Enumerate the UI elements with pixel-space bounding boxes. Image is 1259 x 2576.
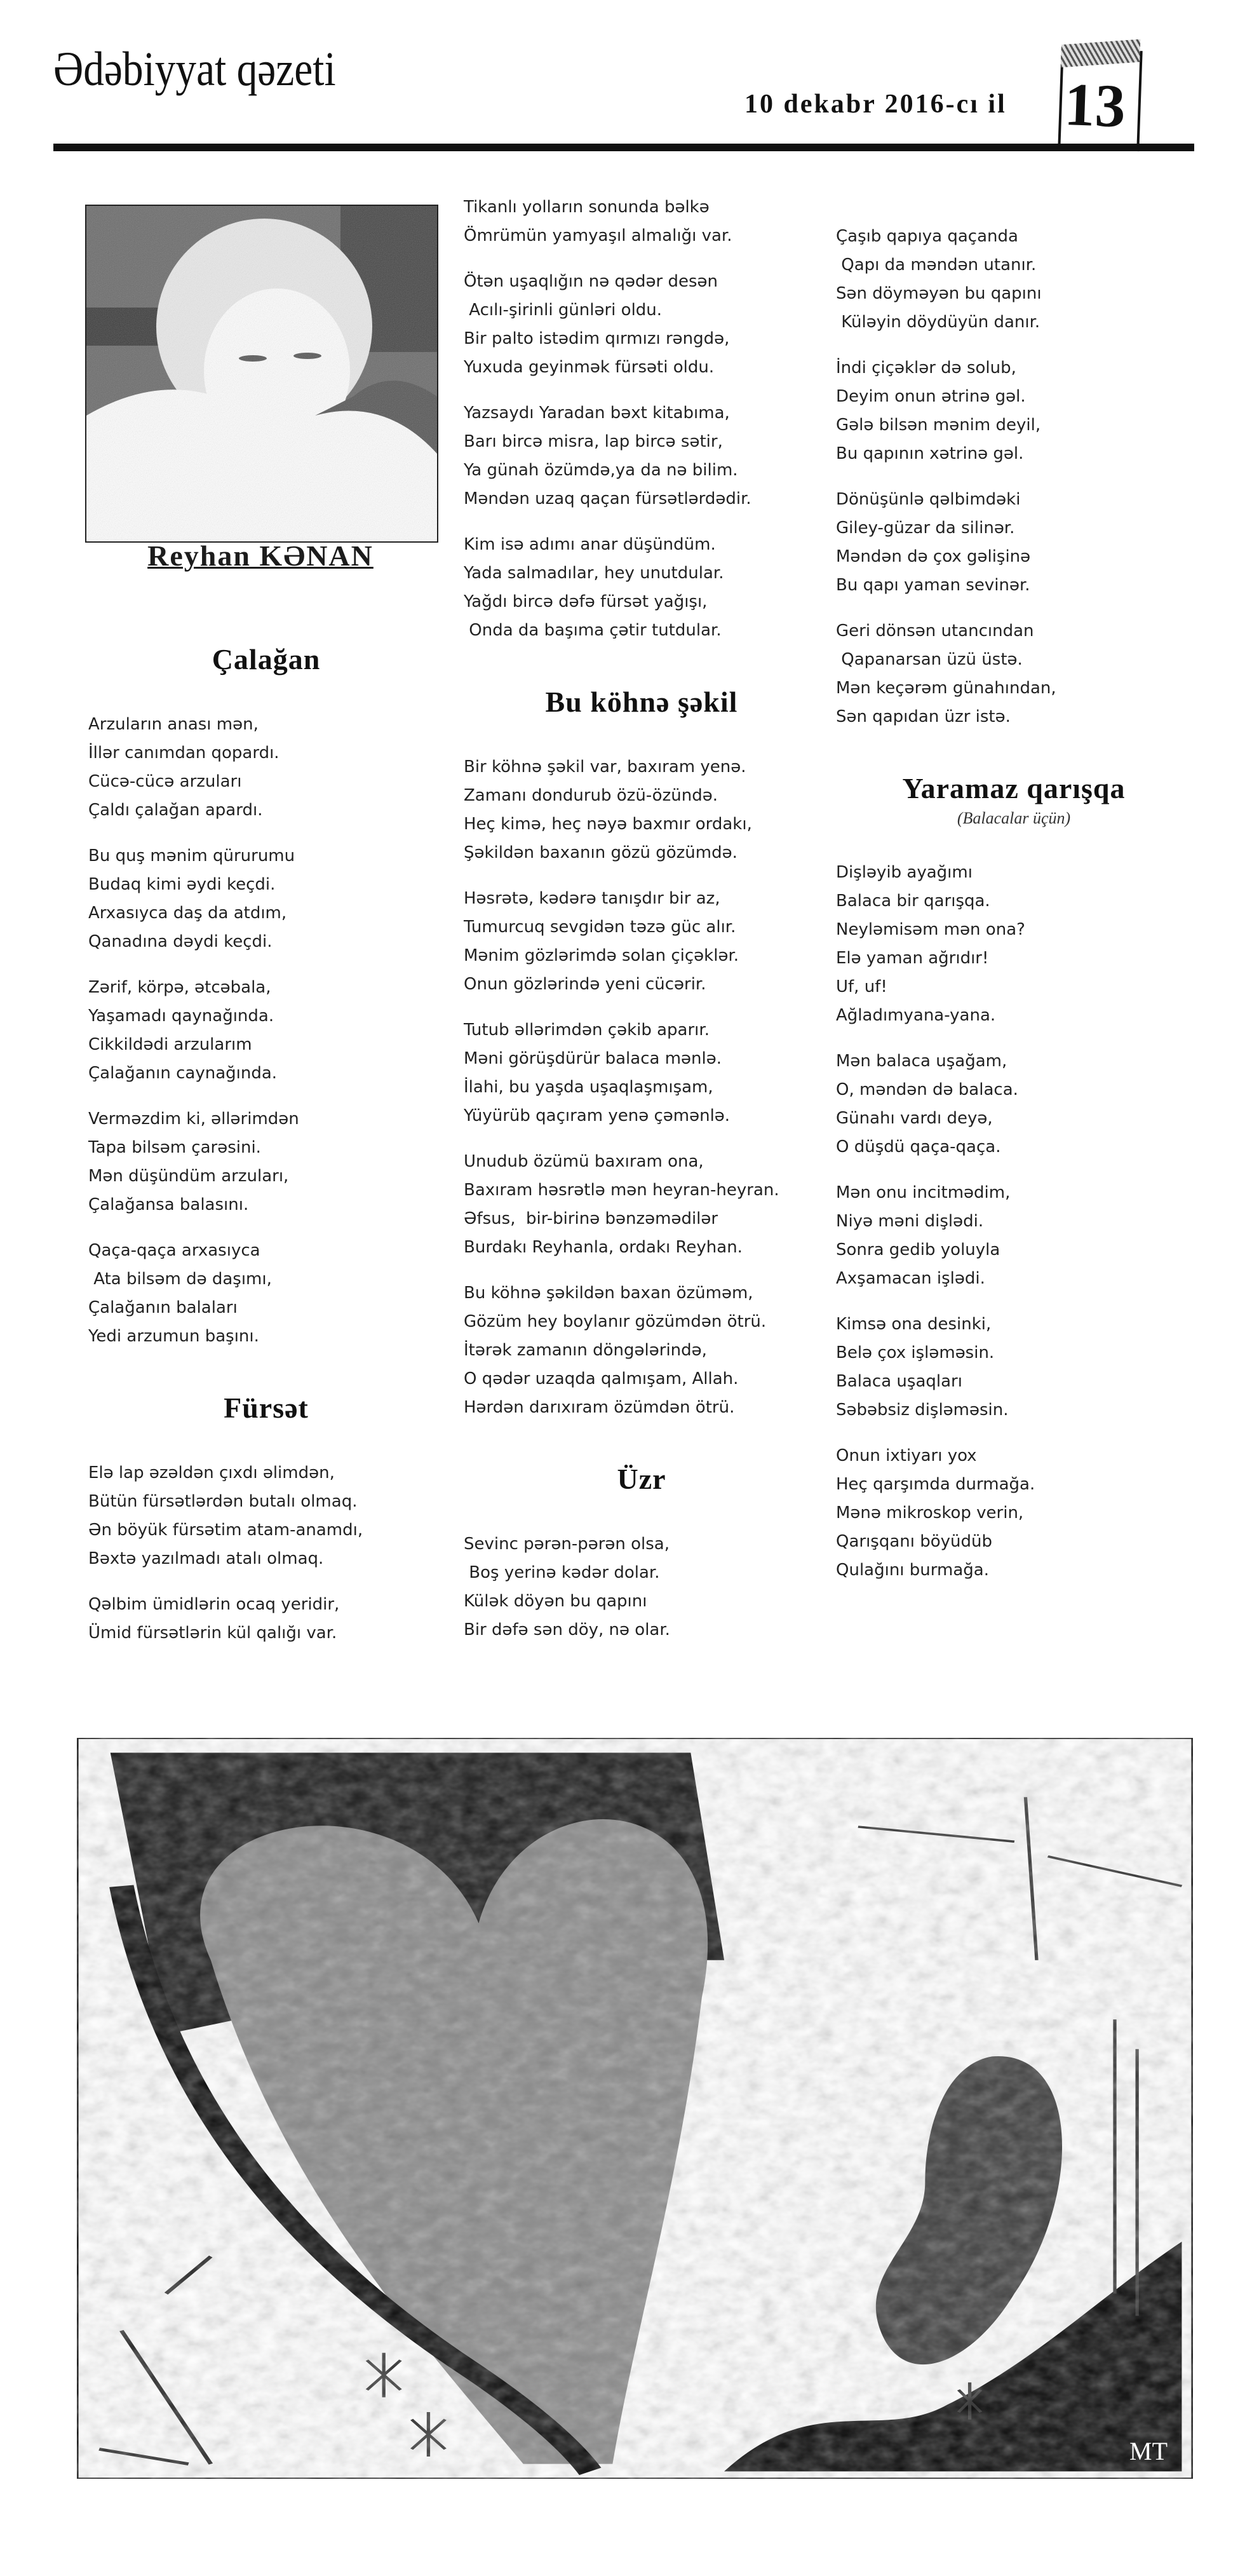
poem-line: Sən qapıdan üzr istə. xyxy=(836,707,1011,726)
poem-line: İlahi, bu yaşda uşaqlaşmışam, xyxy=(464,1078,713,1097)
poem-line: Tutub əllərimdən çəkib aparır. xyxy=(464,1020,710,1040)
stanza xyxy=(464,1148,819,1262)
poem-line: Yada salmadılar, hey unutdular. xyxy=(464,564,724,583)
poem-line: Onda da başıma çətir tutdular. xyxy=(464,621,722,640)
poem-line: Qulağını burmağa. xyxy=(836,1561,989,1580)
poem-title: Çalağan xyxy=(212,643,321,675)
poem-line: Ən böyük fürsətim atam-anamdı, xyxy=(88,1521,363,1540)
poem-line: Cücə-cücə arzuları xyxy=(88,772,242,791)
poem-line: Arzuların anası mən, xyxy=(88,715,259,734)
poem-line: Bir palto istədim qırmızı rəngdə, xyxy=(464,329,730,348)
poem-line: Mənim gözlərimdə solan çiçəklər. xyxy=(464,946,739,965)
poem-line: Ömrümün yamyaşıl almalığı var. xyxy=(464,226,732,245)
issue-date: 10 dekabr 2016-cı il xyxy=(744,90,1007,119)
poem-line: Bu quş mənim qürurumu xyxy=(88,846,295,865)
illustration-artwork xyxy=(77,1738,1193,2479)
poem-line: Unudub özümü baxıram ona, xyxy=(464,1152,704,1171)
poem-line: Heç kimə, heç nəyə baxmır ordakı, xyxy=(464,815,752,834)
poem-line: Çalağanın caynağında. xyxy=(88,1064,278,1083)
poem-line: İtərək zamanın döngələrində, xyxy=(464,1341,707,1360)
author-name xyxy=(85,539,436,573)
stanza xyxy=(464,193,819,250)
poem-line: İllər canımdan qopardı. xyxy=(88,743,279,763)
poem-line: Tapa bilsəm çarəsini. xyxy=(88,1138,261,1157)
poem-line: Küləyin döydüyün danır. xyxy=(836,313,1040,332)
stanza xyxy=(464,1279,819,1422)
poem-line: Tikanlı yolların sonunda bəlkə xyxy=(464,198,710,217)
poem-line: Zərif, körpə, ətcəbala, xyxy=(88,978,271,997)
poem-line: Zamanı dondurub özü-özündə. xyxy=(464,786,718,805)
poem-line: O qədər uzaqda qalmışam, Allah. xyxy=(464,1369,739,1388)
poem-line: Bəxtə yazılmadı atalı olmaq. xyxy=(88,1549,324,1568)
poem-line: Qarışqanı böyüdüb xyxy=(836,1532,993,1551)
poem-title: Üzr xyxy=(617,1463,666,1495)
column-1 xyxy=(88,642,444,1665)
column-3 xyxy=(836,222,1192,1602)
poem-line: Mən balaca uşağam, xyxy=(836,1052,1007,1071)
poem-line: Yaşamadı qaynağında. xyxy=(88,1007,274,1026)
poem-line: Kimsə ona desinki, xyxy=(836,1315,992,1334)
newspaper-title: Ədəbiyyat qəzeti xyxy=(53,43,336,96)
poem-line: Bu qapı yaman sevinər. xyxy=(836,576,1030,595)
poem-line: Kim isə adımı anar düşündüm. xyxy=(464,535,716,554)
poem-line: O, məndən də balaca. xyxy=(836,1080,1018,1099)
stanza xyxy=(836,1179,1192,1293)
poem-line: Belə çox işləməsin. xyxy=(836,1343,995,1362)
poem-line: Sən döyməyən bu qapını xyxy=(836,284,1042,303)
stanza xyxy=(464,885,819,999)
poem-line: Külək döyən bu qapını xyxy=(464,1592,647,1611)
poem-line: Həsrətə, kədərə tanışdır bir az, xyxy=(464,889,720,908)
stanza xyxy=(88,1237,444,1351)
poem-line: Budaq kimi əydi keçdi. xyxy=(88,875,276,894)
poem-line: Tumurcuq sevgidən təzə güc alır. xyxy=(464,918,736,937)
poem-line: Mənə mikroskop verin, xyxy=(836,1503,1024,1522)
poem-line: Ata bilsəm də daşımı, xyxy=(88,1270,272,1289)
artist-signature: MT xyxy=(1129,2437,1168,2465)
stanza xyxy=(464,1530,819,1644)
poem-line: Məndən də çox gəlişinə xyxy=(836,547,1031,566)
poem-line: Neyləmisəm mən ona? xyxy=(836,920,1025,939)
poem-title: Bu köhnə şəkil xyxy=(545,686,738,718)
poem-line: Çaşıb qapıya qaçanda xyxy=(836,227,1018,246)
poem-line: Yüyürüb qaçıram yenə çəmənlə. xyxy=(464,1106,730,1125)
poem-line: Məni görüşdürür balaca mənlə. xyxy=(464,1049,722,1068)
poem-line: Balaca uşaqları xyxy=(836,1372,962,1391)
poem-line: Mən keçərəm günahından, xyxy=(836,679,1056,698)
stanza xyxy=(88,1590,444,1648)
poem-line: Məndən uzaq qaçan fürsətlərdədir. xyxy=(464,489,751,508)
poem-line: Yedi arzumun başını. xyxy=(88,1327,259,1346)
poem-line: Balaca bir qarışqa. xyxy=(836,891,990,911)
poem-line: Mən onu incitmədim, xyxy=(836,1183,1011,1202)
poem-line: Sonra gedib yoluyla xyxy=(836,1240,1000,1259)
column-2 xyxy=(464,193,819,1662)
poem-line: Burdakı Reyhanla, ordakı Reyhan. xyxy=(464,1238,743,1257)
poem-line: Arxasıyca daş da atdım, xyxy=(88,904,287,923)
poem-line: Ötən uşaqlığın nə qədər desən xyxy=(464,272,718,291)
author-photo xyxy=(85,205,438,543)
poem-line: Baxıram həsrətlə mən heyran-heyran. xyxy=(464,1181,779,1200)
stanza xyxy=(88,710,444,825)
poem-line: Gələ bilsən mənim deyil, xyxy=(836,416,1041,435)
poem-line: Axşamacan işlədi. xyxy=(836,1269,985,1288)
poem-line: Bir dəfə sən döy, nə olar. xyxy=(464,1620,670,1639)
poem-line: Giley-güzar da silinər. xyxy=(836,519,1015,538)
author-portrait-image xyxy=(86,206,437,541)
author-name-text: Reyhan KƏNAN xyxy=(147,539,374,572)
poem-line: İndi çiçəklər də solub, xyxy=(836,358,1016,377)
page-number-box xyxy=(1058,48,1142,151)
poem-line: Bu qapının xətrinə gəl. xyxy=(836,444,1024,463)
stanza xyxy=(88,973,444,1088)
stanza xyxy=(464,531,819,645)
calendar-flap-icon xyxy=(1061,39,1141,68)
stanza xyxy=(464,753,819,867)
stanza xyxy=(836,354,1192,468)
poem-line: Günahı vardı deyə, xyxy=(836,1109,993,1128)
poem-line: Yağdı bircə dəfə fürsət yağışı, xyxy=(464,592,708,611)
poem-line: Onun ixtiyarı yox xyxy=(836,1446,977,1465)
stanza xyxy=(836,1310,1192,1425)
poem-line: Ya günah özümdə,ya da nə bilim. xyxy=(464,461,738,480)
poem-line: Mən düşündüm arzuları, xyxy=(88,1167,289,1186)
heart-ear-painting xyxy=(77,1738,1193,2479)
poem-line: Dönüşünlə qəlbimdəki xyxy=(836,490,1021,509)
stanza xyxy=(836,1442,1192,1585)
poem-title: Yaramaz qarışqa xyxy=(902,772,1126,804)
poem-line: Barı bircə misra, lap bircə sətir, xyxy=(464,432,723,451)
poem-line: Hərdən darıxıram özümdən ötrü. xyxy=(464,1398,735,1417)
poem-line: Boş yerinə kədər dolar. xyxy=(464,1563,660,1582)
poem-line: Qapı da məndən utanır. xyxy=(836,255,1037,275)
poem-subtitle: (Balacalar üçün) xyxy=(957,809,1071,827)
poem-line: Bütün fürsətlərdən butalı olmaq. xyxy=(88,1492,358,1511)
page-number: 13 xyxy=(1063,70,1127,140)
poem-line: Çalağanın balaları xyxy=(88,1298,238,1317)
stanza xyxy=(88,1105,444,1219)
poem-line: Çaldı çalağan apardı. xyxy=(88,801,263,820)
poem-line: Deyim onun ətrinə gəl. xyxy=(836,387,1026,406)
stanza xyxy=(464,268,819,382)
poem-line: Cikkildədi arzularım xyxy=(88,1035,252,1054)
poem-line: Verməzdim ki, əllərimdən xyxy=(88,1109,299,1129)
poem-line: Ümid fürsətlərin kül qalığı var. xyxy=(88,1624,337,1643)
poem-title: Fürsət xyxy=(224,1392,309,1424)
poem-line: Əfsus, bir-birinə bənzəmədilər xyxy=(464,1209,718,1228)
poem-line: Çalağansa balasını. xyxy=(88,1195,249,1214)
poem-line: O düşdü qaça-qaça. xyxy=(836,1137,1001,1156)
poem-line: Elə yaman ağrıdır! xyxy=(836,949,989,968)
poem-line: Dişləyib ayağımı xyxy=(836,863,973,882)
poem-line: Yuxuda geyinmək fürsəti oldu. xyxy=(464,358,715,377)
poem-line: Uf, uf! xyxy=(836,977,887,996)
stanza xyxy=(836,485,1192,600)
poem-line: Gözüm hey boylanır gözümdən ötrü. xyxy=(464,1312,767,1331)
poem-line: Niyə məni dişlədi. xyxy=(836,1212,984,1231)
poem-line: Qapanarsan üzü üstə. xyxy=(836,650,1023,669)
stanza xyxy=(836,617,1192,731)
poem-line: Bir köhnə şəkil var, baxıram yenə. xyxy=(464,757,746,776)
poem-line: Yazsaydı Yaradan bəxt kitabıma, xyxy=(464,403,730,423)
poem-line: Heç qarşımda durmağa. xyxy=(836,1475,1035,1494)
stanza xyxy=(836,858,1192,1030)
stanza xyxy=(88,1459,444,1573)
poem-line: Səbəbsiz dişləməsin. xyxy=(836,1400,1009,1420)
poem-line: Acılı-şirinli günləri oldu. xyxy=(464,301,663,320)
poem-line: Qanadına dəydi keçdi. xyxy=(88,932,273,951)
poem-line: Qəlbim ümidlərin ocaq yeridir, xyxy=(88,1595,340,1614)
poem-line: Onun gözlərində yeni cücərir. xyxy=(464,975,706,994)
poem-line: Ağladımyana-yana. xyxy=(836,1006,996,1025)
stanza xyxy=(464,1016,819,1130)
header-rule xyxy=(53,144,1194,151)
stanza xyxy=(836,1047,1192,1162)
poem-line: Elə lap əzəldən çıxdı əlimdən, xyxy=(88,1463,335,1482)
stanza xyxy=(464,399,819,513)
poem-line: Geri dönsən utancından xyxy=(836,621,1034,641)
poem-line: Şəkildən baxanın gözü gözümdə. xyxy=(464,843,737,862)
poem-line: Sevinc pərən-pərən olsa, xyxy=(464,1535,670,1554)
poem-line: Qaça-qaça arxasıyca xyxy=(88,1241,260,1260)
stanza xyxy=(88,842,444,956)
poem-line: Bu köhnə şəkildən baxan özüməm, xyxy=(464,1284,753,1303)
stanza xyxy=(836,222,1192,337)
